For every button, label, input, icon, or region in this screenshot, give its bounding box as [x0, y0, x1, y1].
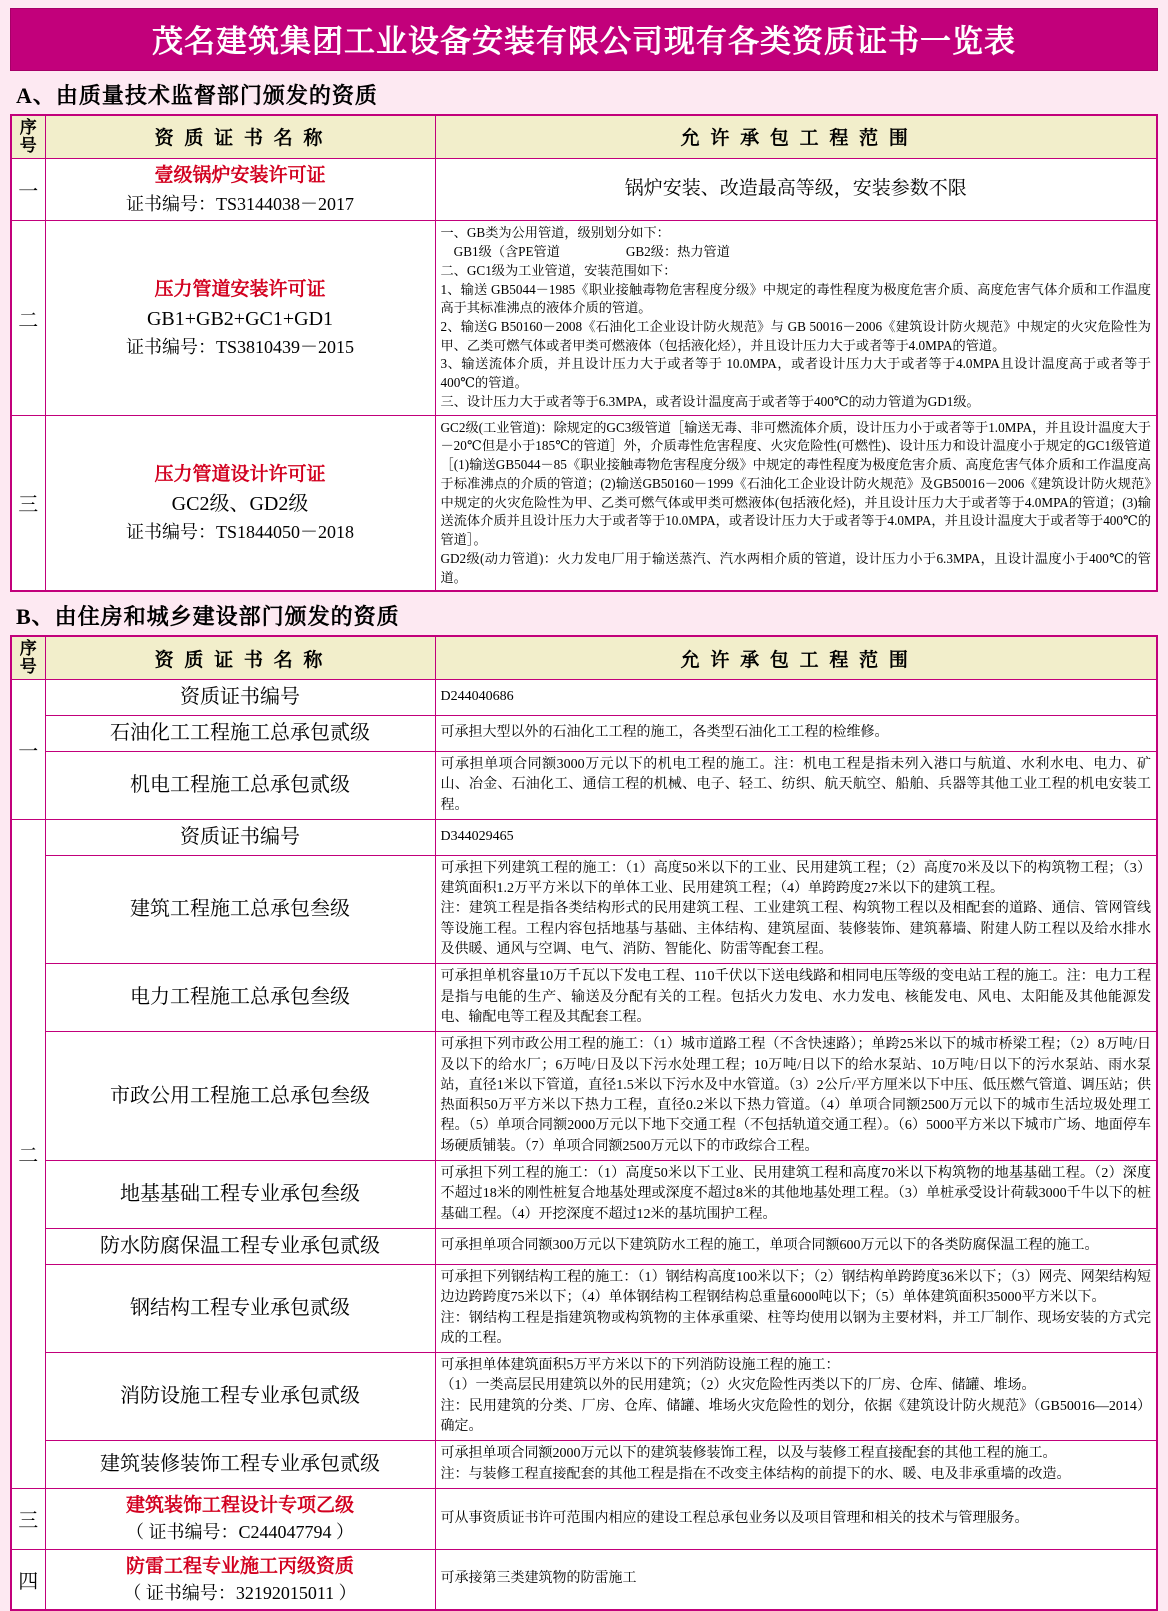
certificate-name: 建筑装修装饰工程专业承包贰级: [45, 1441, 435, 1489]
scope-line: 注：民用建筑的分类、厂房、仓库、储罐、堆场火灾危险性的划分，依据《建筑设计防火规范》（GB50016—2014）确定。: [440, 1398, 1151, 1434]
header-scope: 允 许 承 包 工 程 范 围: [435, 636, 1157, 679]
scope-line: 可承担下列钢结构工程的施工：（1）钢结构高度100米以下；（2）钢结构单跨跨度36米以下；（3）网壳、网架结构短边边跨跨度75米以下；（4）单体钢结构工程钢结构总重量6000吨以下；（5）单体建筑面积35000平方米以下。: [440, 1269, 1151, 1306]
section-b-title: B、由住房和城乡建设部门颁发的资质: [16, 604, 400, 630]
scope-text: [435, 1353, 1157, 1441]
row-index: 三: [11, 415, 45, 591]
table-row: [11, 1353, 1157, 1441]
section-b-table: [10, 635, 1158, 1611]
table-row: [11, 415, 1157, 591]
certificate-name: [45, 1488, 435, 1549]
certificate-name: 市政公用工程施工总承包叁级: [45, 1032, 435, 1161]
certificate-name: [45, 1549, 435, 1610]
certificate-name: 消防设施工程专业承包贰级: [45, 1353, 435, 1441]
table-row: [11, 158, 1157, 221]
scope-line: 三、设计压力大于或者等于6.3MPA，或者设计温度高于或者等于400℃的动力管道为GD1级。: [440, 393, 980, 409]
scope-line: 可承担单项合同额2000万元以下的建筑装修装饰工程，以及与装修工程直接配套的其他工程的施工。: [440, 1446, 1057, 1462]
header-name: 资 质 证 书 名 称: [45, 636, 435, 679]
certificate-grade: GB1+GB2+GC1+GD1: [146, 308, 334, 331]
scope-text: 可承担下列工程的施工：（1）高度50米以下工业、民用建筑工程和高度70米以下构筑物的地基基础工程。（2）深度不超过18米的刚性桩复合地基处理或深度不超过8米的其他地基处理工程。（3）单桩承受设计荷载3000千牛以下的桩基础工程。（4）开挖深度不超过12米的基坑围护工程。: [435, 1161, 1157, 1229]
certificate-number: 证书编号：TS3144038－2017: [125, 194, 354, 215]
row-index: 四: [11, 1549, 45, 1610]
scope-line: GC2级(工业管道)：除规定的GC3级管道［输送无毒、非可燃流体介质，设计压力小于或者等于1.0MPA，并且设计温度大于－20℃但是小于185℃的管道］外，介质毒性危害程度、火灾危险性(可燃性)、设计压力和设计温度小于规定的GC1级管道［(1)输送GB5044－85《职业接触毒物危害程度分级》中规定的毒性程度为极度危害介质、高度危害气体介质和工作温度高于标准沸点的介质的管道；(2)输送GB50160－1999《石油化工企业设计防火规范》及GB50016－2006《建筑设计防火规范》中规定的火灾危险性为甲、乙类可燃气体或甲类可燃液体(包括液化烃)，并且设计压力大于或者等于4.0MPA的管道；(3)输送流体介质并且设计压力大于或者等于10.0MPA，或者设计压力大于或者等于4.0MPA，并且设计温度大于或者等于400℃的管道］。: [440, 419, 1151, 548]
scope-line: 注：建筑工程是指各类结构形式的民用建筑工程、工业建筑工程、构筑物工程以及相配套的道路、通信、管网管线等设施工程。工程内容包括地基与基础、主体结构、建筑屋面、装修装饰、建筑幕墙、附建人防工程以及给水排水及供暖、通风与空调、电气、消防、智能化、防雷等配套工程。: [440, 901, 1151, 958]
row-index: 一: [11, 679, 45, 819]
scope-text: [435, 855, 1157, 963]
scope-line: 注：与装修工程直接配套的其他工程是指在不改变主体结构的前提下的水、暖、电及非承重墙的改造。: [440, 1466, 1071, 1482]
scope-line: GD2级(动力管道)：火力发电厂用于输送蒸汽、汽水两相介质的管道，设计压力小于6.3MPA，且设计温度小于400℃的管道。: [440, 550, 1151, 585]
certificate-name: [45, 415, 435, 591]
certificate-name: [45, 158, 435, 221]
header-no: 序号: [11, 115, 45, 158]
table-row: [11, 1161, 1157, 1229]
scope-text: 可承担大型以外的石油化工工程的施工，各类型石油化工工程的检维修。: [435, 715, 1157, 751]
row-index: 三: [11, 1488, 45, 1549]
row-index: 二: [11, 819, 45, 1488]
certificate-name-main: 压力管道安装许可证: [154, 278, 326, 300]
scope-line: GB1级（含PE管道 GB2级：热力管道: [440, 244, 730, 260]
certificate-number-value: D344029465: [435, 819, 1157, 855]
table-row: [11, 855, 1157, 963]
scope-line: （1）一类高层民用建筑以外的民用建筑；（2）火灾危险性丙类以下的厂房、仓库、储罐、堆场。: [440, 1378, 1036, 1394]
certificate-name: 机电工程施工总承包贰级: [45, 751, 435, 819]
certificate-name: 建筑工程施工总承包叁级: [45, 855, 435, 963]
section-a-title: A、由质量技术监督部门颁发的资质: [16, 83, 378, 108]
table-row: [11, 1228, 1157, 1264]
certificate-name: 地基基础工程专业承包叁级: [45, 1161, 435, 1229]
scope-line: 一、GB类为公用管道，级别划分如下：: [440, 225, 670, 241]
certificate-name-main: 防雷工程专业施工丙级资质: [125, 1555, 354, 1577]
table-row: [11, 1488, 1157, 1549]
table-header-row: [11, 636, 1157, 679]
table-row: [11, 964, 1157, 1032]
certificate-number-value: D244040686: [435, 679, 1157, 715]
page-title: 茂名建筑集团工业设备安装有限公司现有各类资质证书一览表: [10, 8, 1158, 71]
certificate-name: [45, 221, 435, 415]
table-row: [11, 1264, 1157, 1352]
scope-text: 可承接第三类建筑物的防雷施工: [435, 1549, 1157, 1610]
certificate-name-main: 壹级锅炉安装许可证: [154, 164, 326, 186]
scope-line: 1、输送 GB5044－1985《职业接触毒物危害程度分级》中规定的毒性程度为极度危害介质、高度危害气体介质和工作温度高于其标准沸点的液体介质的管道。: [440, 281, 1151, 316]
header-name: 资 质 证 书 名 称: [45, 115, 435, 158]
table-row: [11, 1032, 1157, 1161]
header-scope: 允 许 承 包 工 程 范 围: [435, 115, 1157, 158]
certificate-name-main: 建筑装饰工程设计专项乙级: [125, 1494, 354, 1516]
scope-line: 注：钢结构工程是指建筑物或构筑物的主体承重梁、柱等均使用以钢为主要材料，并工厂制作、现场安装的方式完成的工程。: [440, 1310, 1151, 1346]
scope-line: 3、输送流体介质，并且设计压力大于或者等于 10.0MPA，或者设计压力大于或者等于4.0MPA且设计温度高于或者等于400℃的管道。: [440, 356, 1151, 391]
scope-text: 可承担单项合同额3000万元以下的机电工程的施工。注：机电工程是指未列入港口与航道、水利水电、电力、矿山、冶金、石油化工、通信工程的机械、电子、轻工、纺织、航天航空、船舶、兵器等其他工业工程的机电安装工程。: [435, 751, 1157, 819]
scope-text: [435, 415, 1157, 591]
table-row: [11, 679, 1157, 715]
table-row: [11, 1441, 1157, 1489]
section-a-table: [10, 114, 1158, 592]
row-index: 一: [11, 158, 45, 221]
certificate-name: 钢结构工程专业承包贰级: [45, 1264, 435, 1352]
scope-line: 可承担下列建筑工程的施工：（1）高度50米以下的工业、民用建筑工程；（2）高度70米及以下的构筑物工程；（3）建筑面积1.2万平方米以下的单体工业、民用建筑工程；（4）单跨跨度27米以下的建筑工程。: [440, 860, 1151, 897]
scope-text: 可承担单项合同额300万元以下建筑防水工程的施工，单项合同额600万元以下的各类防腐保温工程的施工。: [435, 1228, 1157, 1264]
certificate-name-main: 压力管道设计许可证: [154, 463, 326, 485]
certificate-name: 石油化工工程施工总承包贰级: [45, 715, 435, 751]
certificate-grade: GC2级、GD2级: [171, 493, 309, 516]
certificate-name: 电力工程施工总承包叁级: [45, 964, 435, 1032]
certificate-number: （ 证书编号：C244047794 ）: [125, 1522, 354, 1543]
certificate-name: 防水防腐保温工程专业承包贰级: [45, 1228, 435, 1264]
certificate-number: （ 证书编号：32192015011 ）: [123, 1583, 357, 1604]
table-row: [11, 819, 1157, 855]
certificate-name: 资质证书编号: [45, 679, 435, 715]
scope-text: 可承担下列市政公用工程的施工：（1）城市道路工程（不含快速路）；单跨25米以下的城市桥梁工程；（2）8万吨/日及以下的给水厂；6万吨/日及以下污水处理工程；10万吨/日以下的给水泵站、10万吨/日以下的污水泵站、雨水泵站，直径1米以下管道，直径1.5米以下污水及中水管道。（3）2公斤/平方厘米以下中压、低压燃气管道、调压站；供热面积50万平方米以下热力工程，直径0.2米以下热力管道。（4）单项合同额2500万元以下的城市生活垃圾处理工程。（5）单项合同额2000万元以下地下交通工程（不包括轨道交通工程）。（6）5000平方米以下城市广场、地面停车场硬质铺装。（7）单项合同额2500万元以下的市政综合工程。: [435, 1032, 1157, 1161]
table-header-row: [11, 115, 1157, 158]
header-no: 序号: [11, 636, 45, 679]
scope-text: [435, 221, 1157, 415]
scope-line: 二、GC1级为工业管道，安装范围如下：: [440, 262, 677, 278]
scope-text: [435, 1441, 1157, 1489]
scope-text: 锅炉安装、改造最高等级，安装参数不限: [435, 158, 1157, 221]
certificate-number: 证书编号：TS1844050－2018: [125, 522, 354, 543]
row-index: 二: [11, 221, 45, 415]
scope-text: 可从事资质证书许可范围内相应的建设工程总承包业务以及项目管理和相关的技术与管理服务。: [435, 1488, 1157, 1549]
scope-text: 可承担单机容量10万千瓦以下发电工程、110千伏以下送电线路和相同电压等级的变电站工程的施工。注：电力工程是指与电能的生产、输送及分配有关的工程。包括火力发电、水力发电、核能发电、风电、太阳能及其他能源发电、输配电等工程及其配套工程。: [435, 964, 1157, 1032]
table-row: [11, 1549, 1157, 1610]
table-row: [11, 221, 1157, 415]
scope-text: [435, 1264, 1157, 1352]
table-row: [11, 751, 1157, 819]
certificate-number: 证书编号：TS3810439－2015: [125, 337, 354, 358]
table-row: [11, 715, 1157, 751]
scope-line: 2、输送G B50160－2008《石油化工企业设计防火规范》与 GB 50016－2006《建筑设计防火规范》中规定的火灾危险性为甲、乙类可燃气体或者甲类可燃液体（包括液化烃），并且设计压力大于或者等于4.0MPA的管道。: [440, 319, 1151, 353]
scope-line: 可承担单体建筑面积5万平方米以下的下列消防设施工程的施工：: [440, 1358, 840, 1374]
certificate-name: 资质证书编号: [45, 819, 435, 855]
